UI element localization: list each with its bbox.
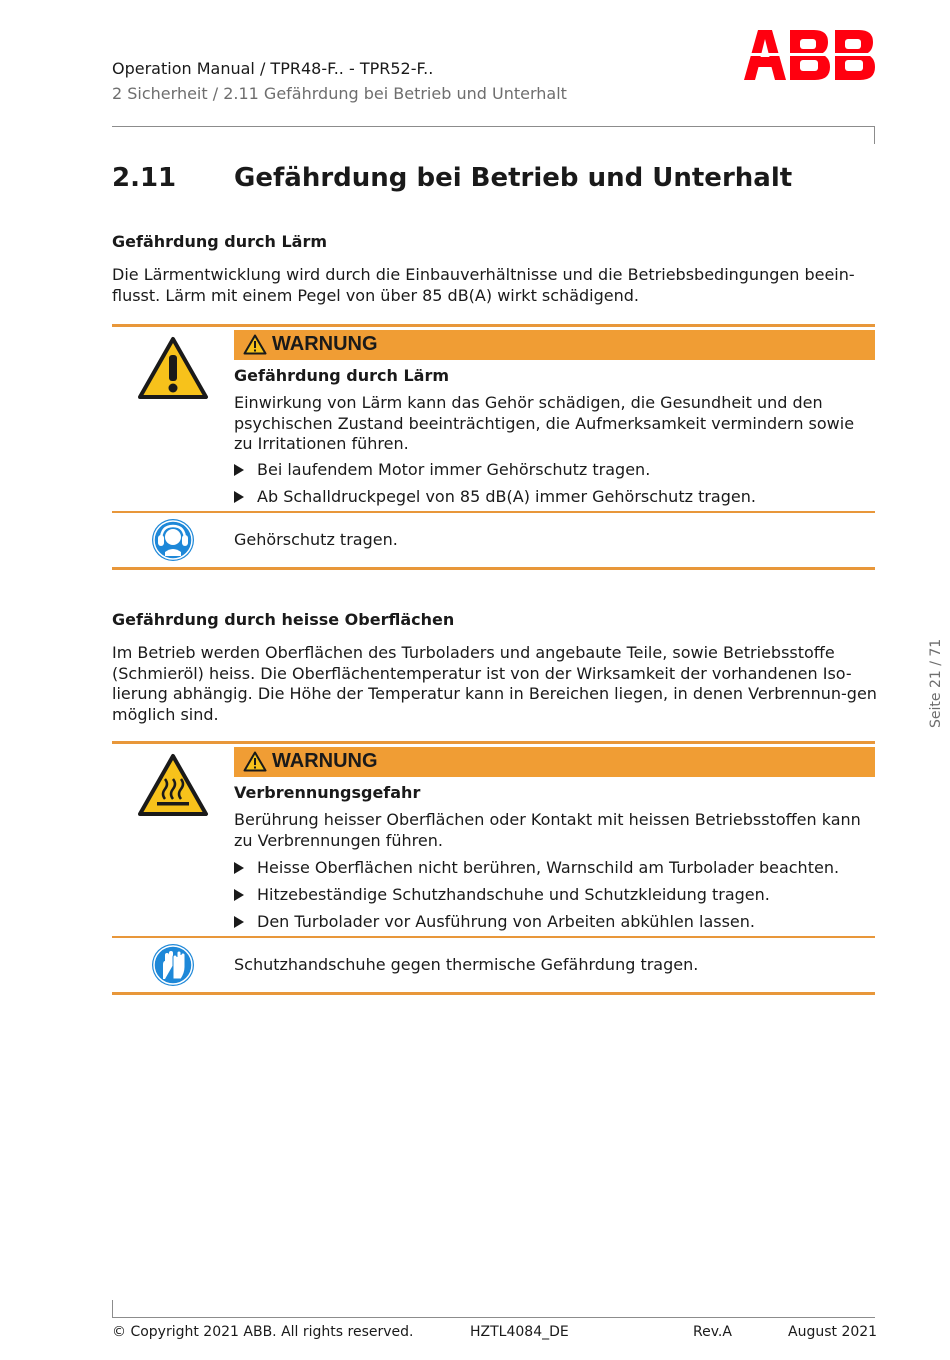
footer-rule-tick — [112, 1300, 113, 1318]
bullet-arrow-icon — [234, 491, 244, 503]
noise-warning-mid-rule — [112, 511, 875, 513]
footer-copyright: © Copyright 2021 ABB. All rights reserved. — [112, 1324, 414, 1340]
list-item-text: Bei laufendem Motor immer Gehörschutz tragen. — [257, 460, 651, 479]
doc-title: Operation Manual / TPR48-F.. - TPR52-F.. — [112, 59, 434, 78]
bullet-arrow-icon — [234, 889, 244, 901]
hot-warning-label: WARNUNG — [272, 750, 378, 772]
hot-warning-bottom-rule — [112, 992, 875, 995]
noise-warning-bottom-rule — [112, 567, 875, 570]
section-title: Gefährdung bei Betrieb und Unterhalt — [234, 163, 793, 193]
hot-paragraph: Im Betrieb werden Oberflächen des Turboladers und angebaute Teile, sowie Betriebsstoffe (Schmieröl) heiss. Die Oberflächentemperatur ist von der Wirksamkeit der vorhandenen Iso-lierung abhängig. Die Höhe der Temperatur kann in Bereichen liegen, in denen Verbrennun-gen möglich sind. — [112, 643, 877, 724]
noise-warning-label: WARNUNG — [272, 333, 378, 355]
footer-doc-id: HZTL4084_DE — [470, 1324, 569, 1340]
list-item-text: Den Turbolader vor Ausführung von Arbeiten abkühlen lassen. — [257, 912, 755, 931]
page-indicator: Seite 21 / 71 — [928, 638, 944, 728]
hot-warning-subtitle: Verbrennungsgefahr — [234, 783, 421, 802]
list-item-text: Ab Schalldruckpegel von 85 dB(A) immer Gehörschutz tragen. — [257, 487, 756, 506]
warning-small-icon — [243, 334, 267, 355]
list-item — [234, 885, 770, 904]
list-item — [234, 858, 839, 877]
hot-warning-text: Berührung heisser Oberflächen oder Kontakt mit heissen Betriebsstoffen kann zu Verbrennungen führen. — [234, 810, 861, 850]
list-item — [234, 912, 755, 931]
noise-heading: Gefährdung durch Lärm — [112, 232, 328, 251]
bullet-arrow-icon — [234, 916, 244, 928]
list-item-text: Heisse Oberflächen nicht berühren, Warnschild am Turbolader beachten. — [257, 858, 840, 877]
hot-heading: Gefährdung durch heisse Oberflächen — [112, 610, 455, 629]
footer-revision: Rev.A — [693, 1324, 732, 1340]
noise-warning-text: Einwirkung von Lärm kann das Gehör schädigen, die Gesundheit und den psychischen Zustand beeinträchtigen, die Aufmerksamkeit vermindern sowie zu Irritationen führen. — [234, 393, 855, 453]
section-number: 2.11 — [112, 163, 177, 193]
hot-warning-mid-rule — [112, 936, 875, 938]
hot-surface-warning-icon — [137, 753, 209, 817]
list-item — [234, 487, 756, 506]
bullet-arrow-icon — [234, 862, 244, 874]
hot-warning-top-rule — [112, 741, 875, 744]
hot-mandatory-text: Schutzhandschuhe gegen thermische Gefährdung tragen. — [234, 955, 699, 974]
noise-paragraph: Die Lärmentwicklung wird durch die Einbauverhältnisse und die Betriebsbedingungen beein-flusst. Lärm mit einem Pegel von über 85 dB(A) wirkt schädigend. — [112, 265, 855, 305]
bullet-arrow-icon — [234, 464, 244, 476]
noise-mandatory-text: Gehörschutz tragen. — [234, 530, 398, 549]
abb-logo — [744, 30, 875, 80]
ear-protection-icon — [151, 518, 195, 562]
noise-warning-bar — [234, 330, 875, 360]
warning-small-icon — [243, 751, 267, 772]
list-item-text: Hitzebeständige Schutzhandschuhe und Schutzkleidung tragen. — [257, 885, 770, 904]
breadcrumb: 2 Sicherheit / 2.11 Gefährdung bei Betrieb und Unterhalt — [112, 84, 567, 103]
noise-warning-top-rule — [112, 324, 875, 327]
noise-warning-subtitle: Gefährdung durch Lärm — [234, 366, 450, 385]
hot-warning-bar — [234, 747, 875, 777]
header-rule-tick — [874, 126, 875, 144]
protective-gloves-icon — [151, 943, 195, 987]
list-item — [234, 460, 650, 479]
header-rule — [112, 126, 875, 127]
warning-exclamation-icon — [137, 336, 209, 400]
footer-date: August 2021 — [788, 1324, 878, 1340]
footer-rule — [112, 1317, 875, 1318]
